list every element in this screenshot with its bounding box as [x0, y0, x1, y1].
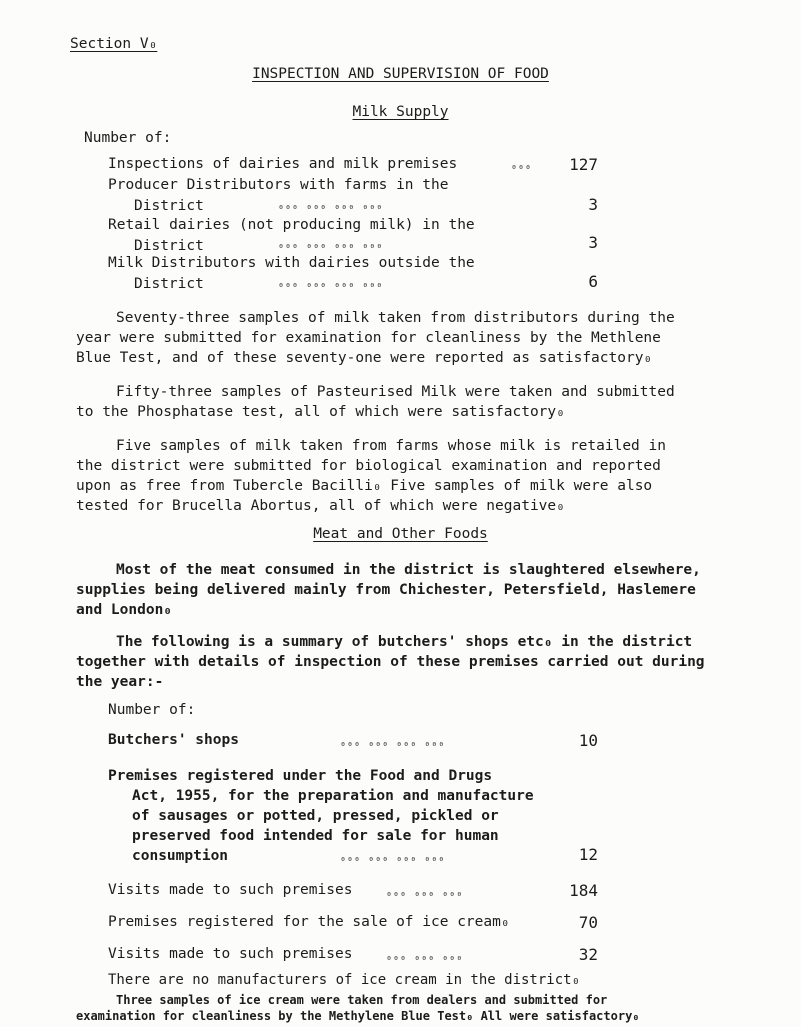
meat-paragraph-slaughtered [76, 560, 766, 620]
meat-item-line: Act, 1955, for the preparation and manufacture [132, 788, 534, 804]
milk-supply-heading-text: Milk Supply [352, 104, 449, 120]
meat-item-line: of sausages or potted, pressed, pickled or [132, 808, 499, 824]
leader-dots: ₀₀₀ ₀₀₀ ₀₀₀ ₀₀₀ [278, 201, 384, 212]
milk-item-line: District [134, 276, 204, 292]
milk-item-line: Producer Distributors with farms in the [108, 177, 449, 193]
milk-item-value: 6 [588, 272, 598, 291]
paragraph-line: and London₀ [76, 602, 173, 618]
milk-item-line: District [134, 198, 204, 214]
meat-item-value: 10 [578, 731, 598, 750]
paragraph-line: Fifty-three samples of Pasteurised Milk were taken and submitted [116, 384, 675, 400]
section-label [70, 36, 157, 52]
meat-item-line: Premises registered for the sale of ice cream₀ [108, 914, 510, 930]
milk-item-inspections [108, 156, 457, 172]
page-title-text: INSPECTION AND SUPERVISION OF FOOD [252, 66, 549, 82]
milk-paragraph-methylene [76, 308, 766, 368]
milk-number-of-label: Number of: [84, 130, 172, 146]
paragraph-line: Five samples of milk taken from farms whose milk is retailed in [116, 438, 666, 454]
meat-item-visits-premises [108, 882, 352, 898]
paragraph-line: the district were submitted for biological examination and reported [76, 458, 661, 474]
meat-paragraph-summary [76, 632, 766, 692]
paragraph-line: the year:- [76, 674, 164, 690]
milk-item-value: 3 [588, 195, 598, 214]
no-manufacturers-note: There are no manufacturers of ice cream in the district₀ [108, 972, 581, 988]
paragraph-line: Most of the meat consumed in the district is slaughtered elsewhere, [116, 562, 701, 578]
leader-dots: ₀₀₀ [511, 161, 533, 172]
meat-heading [0, 526, 801, 542]
meat-item-visits-ice-cream [108, 946, 352, 962]
paragraph-line: together with details of inspection of these premises carried out during [76, 654, 705, 670]
leader-dots: ₀₀₀ ₀₀₀ ₀₀₀ [386, 952, 464, 963]
paragraph-line: upon as free from Tubercle Bacilli₀ Five samples of milk were also [76, 478, 653, 494]
meat-item-line: Premises registered under the Food and Drugs [108, 768, 493, 784]
milk-item-line: District [134, 238, 204, 254]
page-title [0, 66, 801, 82]
meat-item-value: 184 [569, 881, 598, 900]
milk-item-line: Retail dairies (not producing milk) in the [108, 217, 475, 233]
paragraph-line: Seventy-three samples of milk taken from distributors during the [116, 310, 675, 326]
meat-item-registered-premises [108, 766, 534, 866]
meat-item-line: consumption [132, 848, 229, 864]
meat-item-value: 70 [578, 913, 598, 932]
paragraph-line: The following is a summary of butchers' shops etc₀ in the district [116, 634, 693, 650]
section-text: Section V₀ [70, 36, 158, 52]
paragraph-line: year were submitted for examination for cleanliness by the Methlene [76, 330, 661, 346]
paragraph-line: to the Phosphatase test, all of which were satisfactory₀ [76, 404, 565, 420]
paragraph-line: examination for cleanliness by the Methylene Blue Test₀ All were satisfactory₀ [76, 1009, 640, 1023]
leader-dots: ₀₀₀ ₀₀₀ ₀₀₀ ₀₀₀ [340, 853, 446, 864]
meat-item-line: Visits made to such premises [108, 882, 353, 898]
meat-item-butchers [108, 732, 239, 748]
milk-item-line: Inspections of dairies and milk premises [108, 156, 458, 172]
paragraph-line: tested for Brucella Abortus, all of which were negative₀ [76, 498, 565, 514]
leader-dots: ₀₀₀ ₀₀₀ ₀₀₀ [386, 888, 464, 899]
paragraph-line: Blue Test, and of these seventy-one were reported as satisfactory₀ [76, 350, 653, 366]
leader-dots: ₀₀₀ ₀₀₀ ₀₀₀ ₀₀₀ [278, 279, 384, 290]
meat-item-line: Butchers' shops [108, 732, 239, 748]
meat-item-ice-cream-premises [108, 914, 510, 930]
meat-item-line: preserved food intended for sale for human [132, 828, 499, 844]
milk-supply-heading [0, 104, 801, 120]
leader-dots: ₀₀₀ ₀₀₀ ₀₀₀ ₀₀₀ [340, 738, 446, 749]
milk-paragraph-biological [76, 436, 766, 516]
paragraph-line: Three samples of ice cream were taken from dealers and submitted for [116, 993, 608, 1007]
ice-cream-paragraph [76, 992, 640, 1024]
paragraph-line: supplies being delivered mainly from Chichester, Petersfield, Haslemere [76, 582, 696, 598]
milk-item-value: 3 [588, 233, 598, 252]
milk-item-value: 127 [569, 155, 598, 174]
meat-number-of-label: Number of: [108, 702, 196, 718]
milk-paragraph-phosphatase [76, 382, 766, 422]
meat-item-line: Visits made to such premises [108, 946, 353, 962]
leader-dots: ₀₀₀ ₀₀₀ ₀₀₀ ₀₀₀ [278, 240, 384, 251]
meat-item-value: 32 [578, 945, 598, 964]
milk-item-line: Milk Distributors with dairies outside the [108, 255, 475, 271]
meat-heading-text: Meat and Other Foods [313, 526, 488, 542]
meat-item-value: 12 [578, 845, 598, 864]
